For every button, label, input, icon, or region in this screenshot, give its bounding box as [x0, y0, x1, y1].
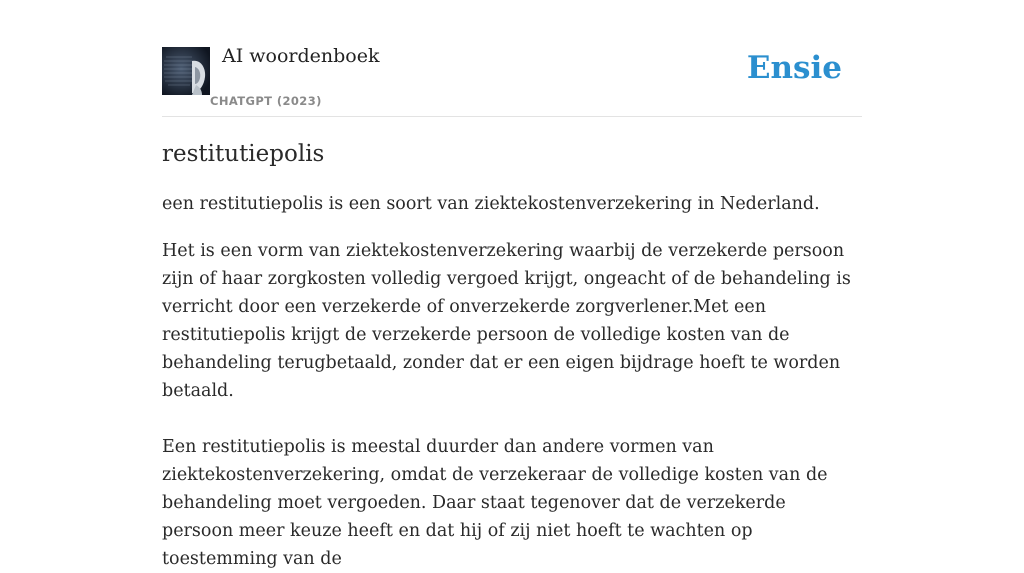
avatar[interactable]	[162, 47, 210, 95]
definition-body: Het is een vorm van ziektekostenverzekering waarbij de verzekerde persoon zijn of haar zorgkosten volledig vergoed krijgt, ongeacht of de behandeling is verricht door een verzekerde of onverzekerde zorgverlener.Met een restitutiepolis krijgt de verzekerde persoon de volledige kosten van de behandeling terugbetaald, zonder dat er een eigen bijdrage hoeft te worden betaald. Een restitutiepolis is meestal duurder dan andere vormen van ziektekostenverzekering, omdat de verzekeraar de volledige kosten van de behandeling moet vergoeden. Daar staat tegenover dat de verzekerde persoon meer keuze heeft en dat hij of zij niet hoeft te wachten op toestemming van de	[162, 241, 851, 569]
page-title: restitutiepolis	[162, 141, 325, 167]
author-name[interactable]: AI woordenboek	[222, 45, 380, 67]
header	[162, 0, 862, 117]
definition-summary: een restitutiepolis is een soort van ziektekostenverzekering in Nederland.	[162, 194, 820, 214]
source-label: CHATGPT (2023)	[210, 94, 322, 108]
article	[162, 138, 862, 573]
ai-robot-portrait-icon	[162, 47, 210, 95]
brand-logo[interactable]: Ensie	[746, 50, 842, 86]
